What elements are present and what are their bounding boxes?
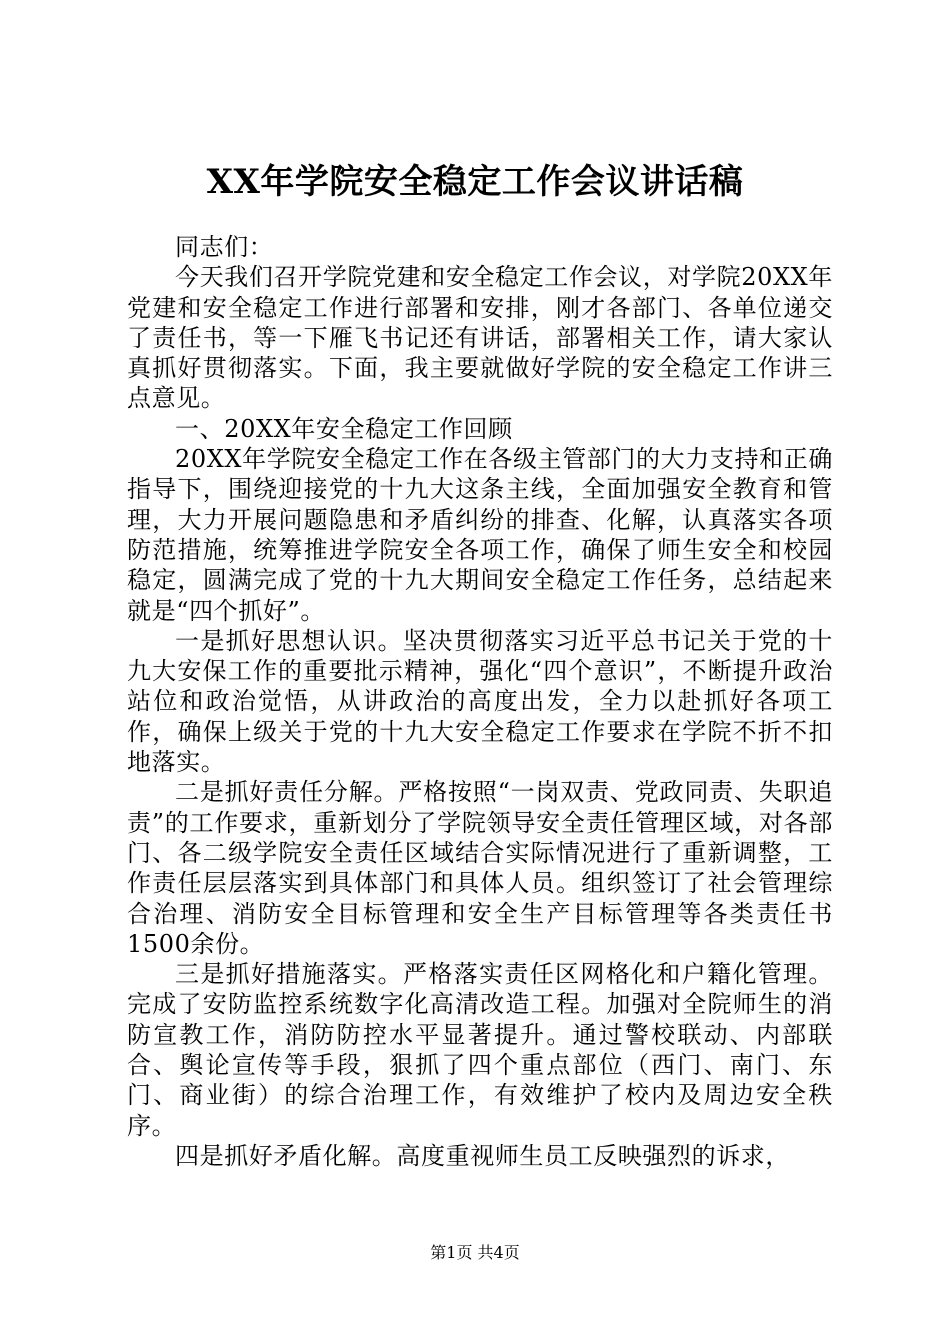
- opening-paragraph: 今天我们召开学院党建和安全稳定工作会议，对学院20XX年党建和安全稳定工作进行部署和安排，刚才各部门、各单位递交了责任书，等一下雁飞书记还有讲话，部署相关工作，请大家认真抓好贯彻落实。下面，我主要就做好学院的安全稳定工作讲三点意见。: [127, 263, 833, 413]
- point-three-paragraph: 三是抓好措施落实。严格落实责任区网格化和户籍化管理。完成了安防监控系统数字化高清改造工程。加强对全院师生的消防宣教工作，消防防控水平显著提升。通过警校联动、内部联合、舆论宣传等手段，狠抓了四个重点部位（西门、南门、东门、商业街）的综合治理工作，有效维护了校内及周边安全秩序。: [127, 960, 833, 1140]
- point-two-paragraph: 二是抓好责任分解。严格按照“一岗双责、党政同责、失职追责”的工作要求，重新划分了学院领导安全责任管理区域，对各部门、各二级学院安全责任区域结合实际情况进行了重新调整，工作责任层层落实到具体部门和具体人员。组织签订了社会管理综合治理、消防安全目标管理和安全生产目标管理等各类责任书1500余份。: [127, 778, 833, 958]
- point-four-paragraph: 四是抓好矛盾化解。高度重视师生员工反映强烈的诉求，: [175, 1141, 790, 1170]
- salutation-paragraph: 同志们：: [175, 233, 274, 261]
- page-number-footer: 第1页 共4页: [430, 1243, 520, 1262]
- review-summary-paragraph: 20XX年学院安全稳定工作在各级主管部门的大力支持和正确指导下，围绕迎接党的十九大这条主线，全面加强安全教育和管理，大力开展问题隐患和矛盾纠纷的排查、化解，认真落实各项防范措施，统筹推进学院安全各项工作，确保了师生安全和校园稳定，圆满完成了党的十九大期间安全稳定工作任务，总结起来就是“四个抓好”。: [127, 445, 833, 625]
- section-heading-review: 一、20XX年安全稳定工作回顾: [175, 414, 513, 443]
- document-body: [127, 232, 833, 1171]
- document-title: XX年学院安全稳定工作会议讲话稿: [206, 162, 744, 202]
- point-one-paragraph: 一是抓好思想认识。坚决贯彻落实习近平总书记关于党的十九大安保工作的重要批示精神，强化“四个意识”，不断提升政治站位和政治觉悟，从讲政治的高度出发，全力以赴抓好各项工作，确保上级关于党的十九大安全稳定工作要求在学院不折不扣地落实。: [127, 626, 833, 777]
